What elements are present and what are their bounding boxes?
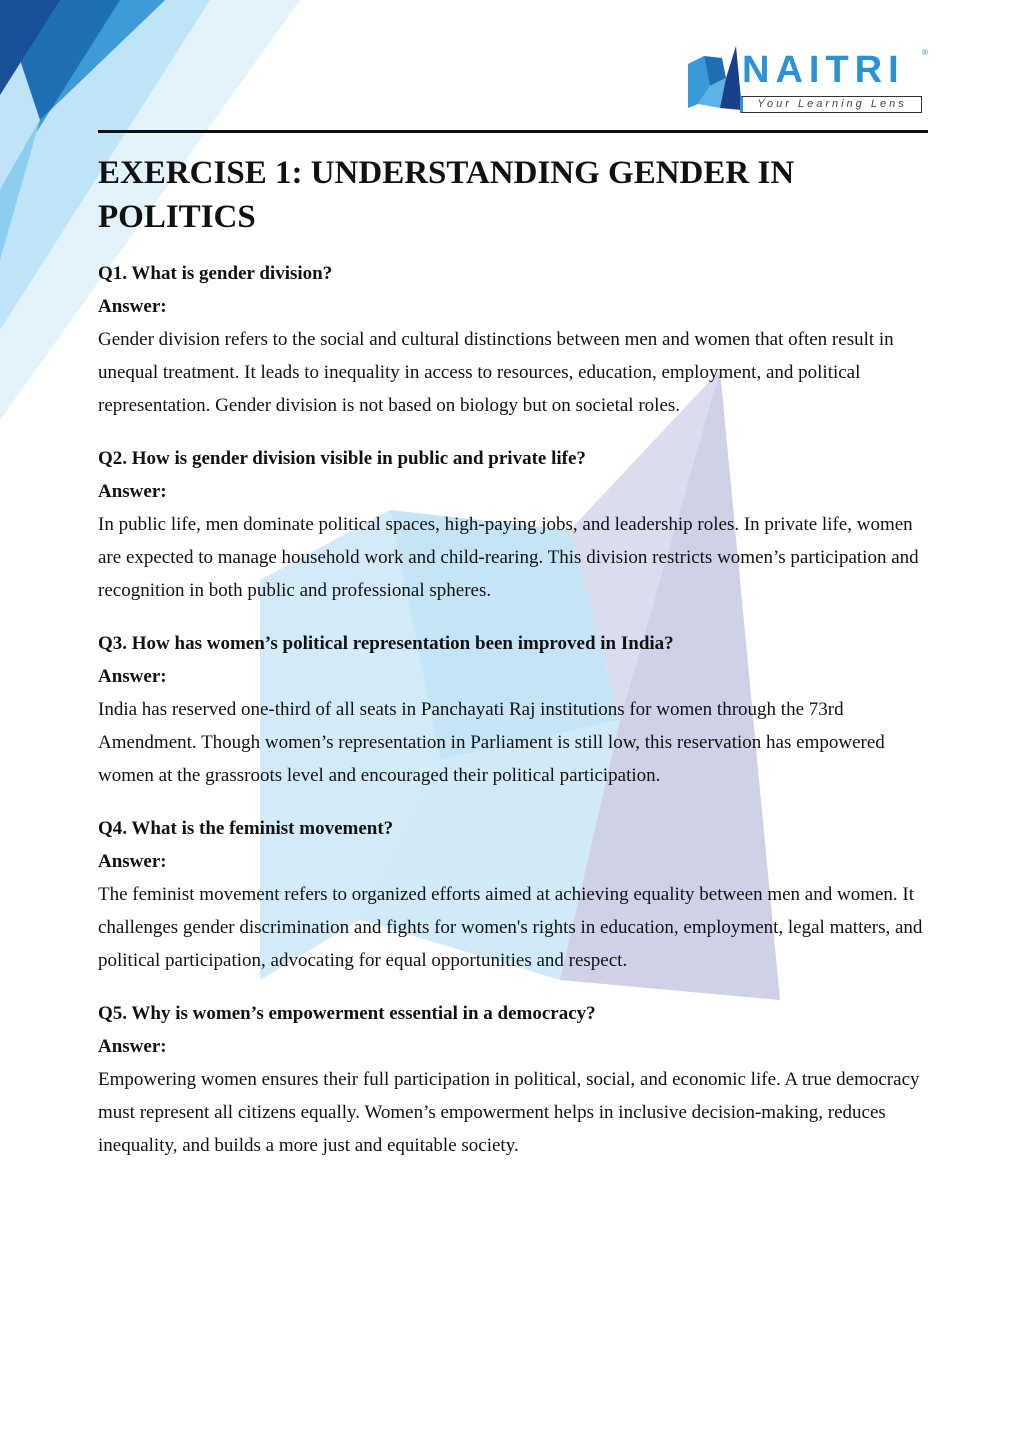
question-text: Q4. What is the feminist movement? — [98, 818, 394, 839]
answer-text: Empowering women ensures their full participation in political, social, and economic life. A true democracy must represent all citizens equally. Women’s empowerment helps in inclusive decision-making, reduces inequality, and builds a more just and equitable society. — [98, 1069, 920, 1156]
answer-label: Answer: — [98, 481, 167, 502]
question-text: Q3. How has women’s political representation been improved in India? — [98, 633, 674, 654]
answer-label: Answer: — [98, 666, 167, 687]
qa-item — [98, 257, 938, 422]
question-text: Q5. Why is women’s empowerment essential in a democracy? — [98, 1003, 596, 1024]
qa-item — [98, 442, 938, 607]
qa-item — [98, 997, 938, 1162]
answer-text: In public life, men dominate political spaces, high-paying jobs, and leadership roles. In private life, women are expected to manage household work and child-rearing. This division restricts women’s participation and recognition in both public and professional spheres. — [98, 514, 919, 601]
header-rule — [98, 130, 928, 133]
answer-text: Gender division refers to the social and cultural distinctions between men and women that often result in unequal treatment. It leads to inequality in access to resources, education, employment, and political representation. Gender division is not based on biology but on societal roles. — [98, 329, 894, 416]
qa-item — [98, 627, 938, 792]
registered-mark: ® — [922, 48, 928, 57]
brand-logo — [684, 46, 934, 118]
brand-name: NAITRI — [742, 49, 905, 91]
answer-label: Answer: — [98, 1036, 167, 1057]
brand-tagline: Your Learning Lens — [740, 96, 922, 113]
answer-label: Answer: — [98, 296, 167, 317]
page-title: EXERCISE 1: UNDERSTANDING GENDER IN POLITICS — [98, 155, 795, 235]
question-text: Q1. What is gender division? — [98, 263, 333, 284]
answer-label: Answer: — [98, 851, 167, 872]
answer-text: The feminist movement refers to organized efforts aimed at achieving equality between men and women. It challenges gender discrimination and fights for women's rights in education, employment, legal matters, and political participation, advocating for equal opportunities and respect. — [98, 884, 923, 971]
document-body — [98, 151, 938, 1182]
answer-text: India has reserved one-third of all seats in Panchayati Raj institutions for women through the 73rd Amendment. Though women’s representation in Parliament is still low, this reservation has empowered women at the grassroots level and encouraged their political participation. — [98, 699, 885, 786]
origami-bird-icon — [684, 46, 744, 112]
qa-item — [98, 812, 938, 977]
question-text: Q2. How is gender division visible in public and private life? — [98, 448, 586, 469]
